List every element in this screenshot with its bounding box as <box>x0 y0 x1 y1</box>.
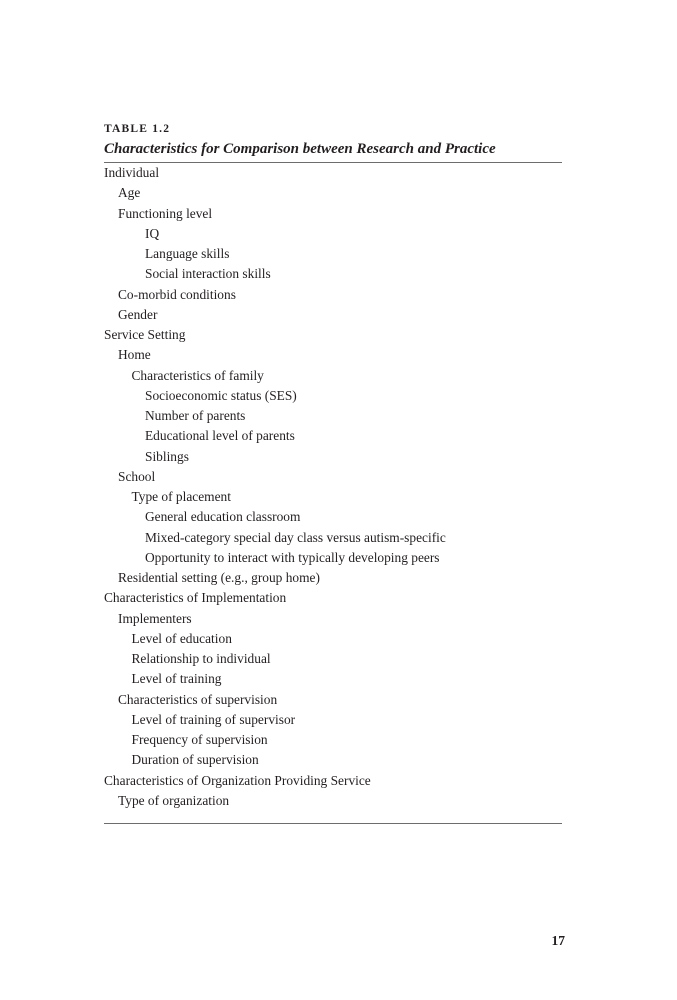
table-row: School <box>118 468 156 484</box>
table-bottom-rule <box>104 823 562 824</box>
table-row: Residential setting (e.g., group home) <box>118 570 320 585</box>
table-row: Gender <box>118 306 158 322</box>
table-row: General education classroom <box>145 509 301 525</box>
table-row: Characteristics of supervision <box>118 691 278 707</box>
table-row: Level of training <box>131 671 222 687</box>
table-row: Characteristics of Organization Providing Service <box>104 772 371 788</box>
table-row: Duration of supervision <box>131 752 259 768</box>
table-row: Co-morbid conditions <box>118 286 236 302</box>
table-row: Relationship to individual <box>131 651 271 666</box>
table-row: Number of parents <box>145 408 246 423</box>
table-row: Language skills <box>145 246 230 261</box>
table-row: IQ <box>145 225 160 241</box>
table-row: Home <box>118 347 151 363</box>
table-rows <box>104 163 562 811</box>
page-number: 17 <box>551 933 565 948</box>
table-row: Characteristics of Implementation <box>104 590 287 606</box>
table-row: Social interaction skills <box>145 266 271 282</box>
table-row: Siblings <box>145 448 189 464</box>
table-row: Level of education <box>131 630 232 646</box>
table-row: Age <box>118 185 141 201</box>
table-row: Educational level of parents <box>145 428 295 444</box>
table-row: Socioeconomic status (SES) <box>145 387 297 403</box>
table-row: Opportunity to interact with typically developing peers <box>145 549 440 565</box>
table-row: Level of training of supervisor <box>131 711 296 727</box>
table-row: Type of organization <box>118 792 230 808</box>
table-row: Mixed-category special day class versus autism-specific <box>145 529 446 545</box>
table-title: Characteristics for Comparison between Research and Practice <box>104 141 496 157</box>
table-row: Individual <box>104 165 160 180</box>
table-row: Functioning level <box>118 205 213 221</box>
table-row: Type of placement <box>131 489 231 504</box>
table-row: Implementers <box>118 610 192 626</box>
table-label: TABLE 1.2 <box>104 123 171 135</box>
table-row: Frequency of supervision <box>131 732 268 747</box>
table-row: Characteristics of family <box>131 367 264 383</box>
table-row: Service Setting <box>104 327 186 342</box>
